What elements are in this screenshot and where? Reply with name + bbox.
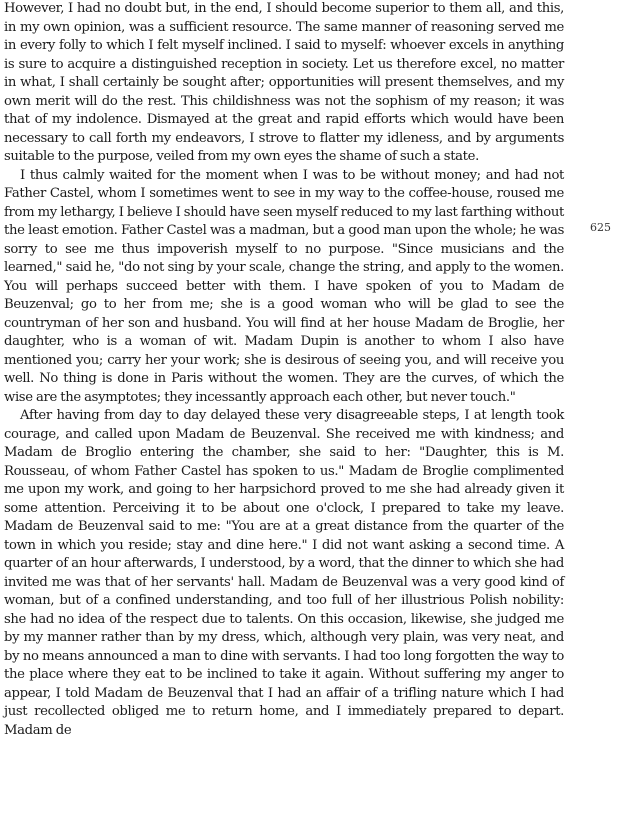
paragraph-1: However, I had no doubt but, in the end, I should become superior to them all, and this, in my own opinion, was a sufficient resource. The same manner of reasoning served me in every folly to which I felt myself inclined. I said to myself: whoever excels in anything is sure to acquire a distinguished reception in society. Let us therefore excel, no matter in what, I shall certainly be sought after; opportunities will present themselves, and my own merit will do the rest. This childishness was not the sophism of my reason; it was that of my indolence. Dismayed at the great and rapid efforts which would have been necessary to call forth my endeavors, I strove to flatter my idleness, and by arguments suitable to the purpose, veiled from my own eyes the shame of such a state. (4, 1, 564, 164)
page-number: 625 (590, 221, 611, 234)
paragraph-2: I thus calmly waited for the moment when I was to be without money; and had not Father Castel, whom I sometimes went to see in my way to the coffee-house, roused me from my lethargy, I believe I should have seen myself reduced to my last farthing without the least emotion. Father Castel was a madman, but a good man upon the whole; he was sorry to see me thus impoverish myself to no purpose. "Since musicians and the learned," said he, "do not sing by your scale, change the string, and apply to the women. You will perhaps succeed better with them. I have spoken of you to Madam de Beuzenval; go to her from me; she is a good woman who will be glad to see the countryman of her son and husband. You will find at her house Madam de Broglie, her daughter, who is a woman of wit. Madam Dupin is another to whom I also have mentioned you; carry her your work; she is desirous of seeing you, and will receive you well. No thing is done in Paris without the women. They are the curves, of which the wise are the asymptotes; they incessantly approach each other, but never touch." (4, 167, 564, 405)
body-text (4, 0, 564, 740)
paragraph-3: After having from day to day delayed these very disagreeable steps, I at length took courage, and called upon Madam de Beuzenval. She received me with kindness; and Madam de Broglio entering the chamber, she said to her: "Daughter, this is M. Rousseau, of whom Father Castel has spoken to us." Madam de Broglie complimented me upon my work, and going to her harpsichord proved to me she had already given it some attention. Perceiving it to be about one o'clock, I prepared to take my leave. Madam de Beuzenval said to me: "You are at a great distance from the quarter of the town in which you reside; stay and dine here." I did not want asking a second time. A quarter of an hour afterwards, I understood, by a word, that the dinner to which she had invited me was that of her servants' hall. Madam de Beuzenval was a very good kind of woman, but of a confined understanding, and too full of her illustrious Polish nobility: she had no idea of the respect due to talents. On this occasion, likewise, she judged me by my manner rather than by my dress, which, although very plain, was very neat, and by no means announced a man to dine with servants. I had too long forgotten the way to the place where they eat to be inclined to take it again. Without suffering my anger to appear, I told Madam de Beuzenval that I had an affair of a trifling nature which I had just recollected obliged me to return home, and I immediately prepared to depart. Madam de (4, 408, 564, 738)
